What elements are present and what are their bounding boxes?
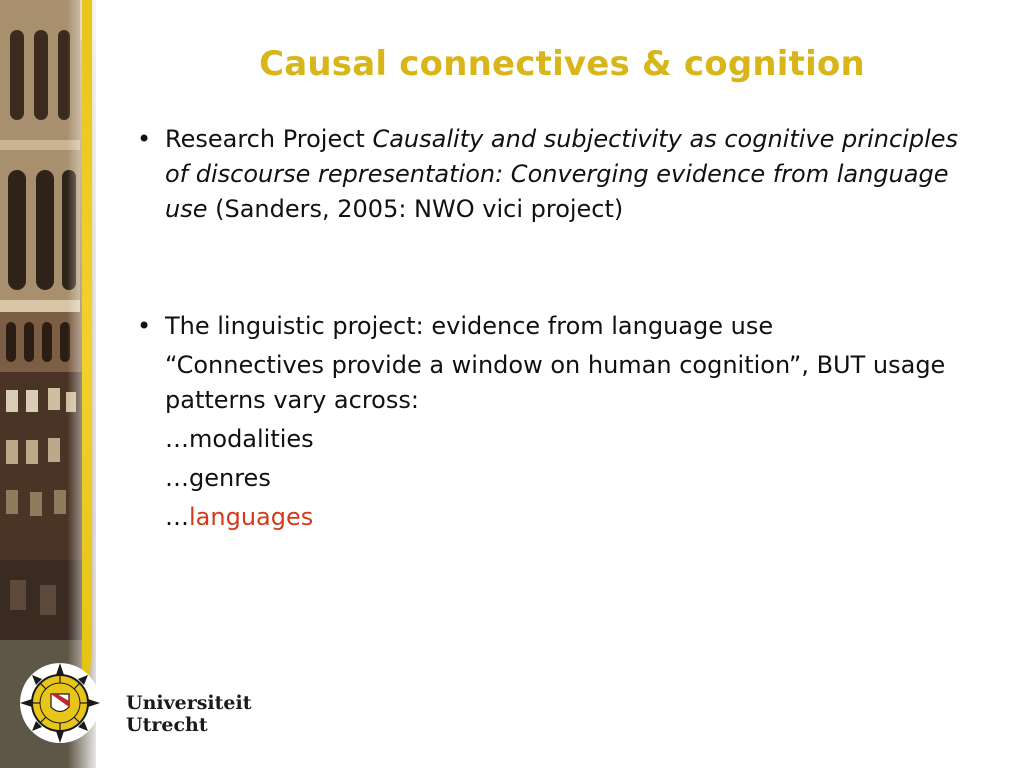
item-languages-prefix: … xyxy=(165,503,189,531)
slide-title: Causal connectives & cognition xyxy=(259,44,865,84)
item-languages xyxy=(165,500,983,535)
bullet1-suffix: (Sanders, 2005: NWO vici project) xyxy=(207,195,624,223)
university-seal-icon xyxy=(18,658,108,748)
project-title: Causality and subjectivity as cognitive principles of discourse representation: Converging evidence from language use xyxy=(165,125,959,223)
item-languages-word: languages xyxy=(189,503,314,531)
bullet2-line1: The linguistic project: evidence from language use xyxy=(165,312,774,340)
bullet1-prefix: Research Project xyxy=(165,125,373,153)
bullet2-quote: “Connectives provide a window on human cognition”, BUT usage patterns vary across: xyxy=(165,351,946,414)
bullet-icon: • xyxy=(137,125,152,153)
slide-body xyxy=(133,122,983,535)
bullet-linguistic-project xyxy=(133,309,983,535)
university-logo xyxy=(18,658,318,748)
university-name: Universiteit Utrecht xyxy=(126,692,252,736)
item-modalities: …modalities xyxy=(165,425,314,453)
bullet-research-project xyxy=(133,122,983,227)
item-genres: …genres xyxy=(165,464,271,492)
bullet-icon: • xyxy=(137,312,152,340)
yellow-accent-stripe xyxy=(82,0,92,690)
